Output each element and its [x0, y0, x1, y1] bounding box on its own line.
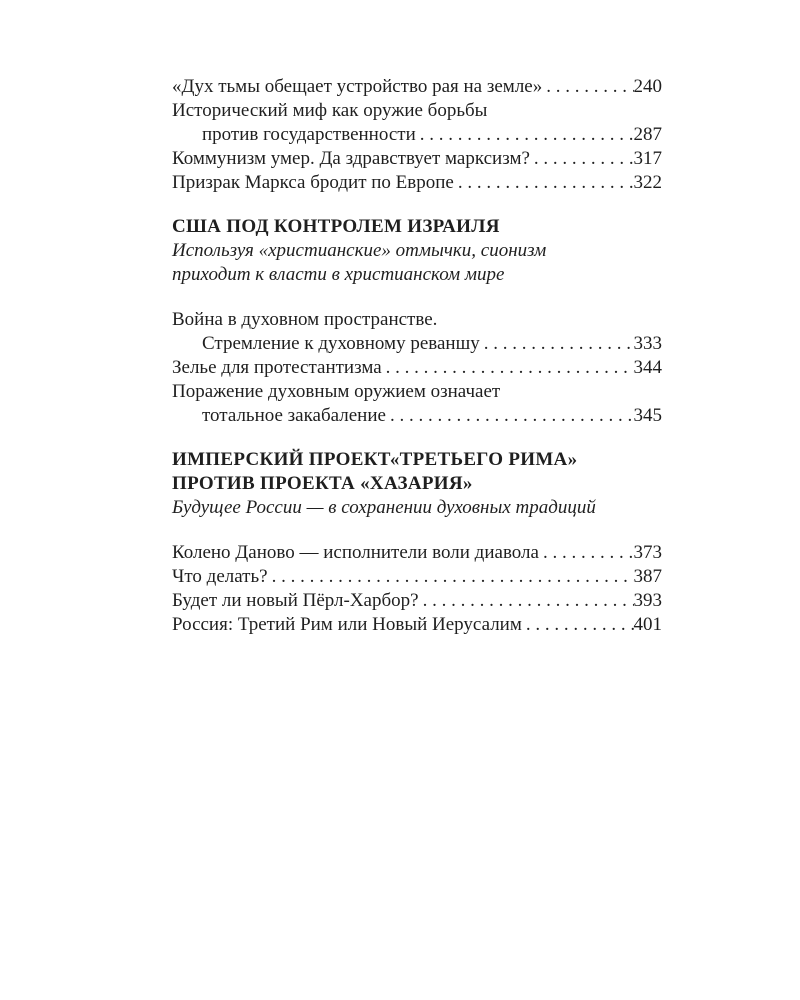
toc-entry[interactable]	[172, 171, 662, 195]
dot-leader	[386, 404, 634, 428]
toc-entry-title-continued: Стремление к духовному реваншу	[202, 333, 480, 354]
section-subtitle: приходит к власти в христианском мире	[172, 264, 505, 285]
toc-entry-title: Россия: Третий Рим или Новый Иерусалим	[172, 614, 522, 635]
toc-page-number: 393	[633, 590, 662, 611]
toc-page-number: 322	[633, 172, 662, 193]
toc-entry-title: Коммунизм умер. Да здравствует марксизм?	[172, 148, 530, 169]
toc-section	[172, 215, 662, 428]
toc-entry[interactable]	[172, 75, 662, 99]
table-of-contents	[172, 75, 662, 637]
toc-page-number: 373	[633, 542, 662, 563]
toc-entry-title: Поражение духовным оружием означает	[172, 381, 501, 402]
toc-page-number: 345	[633, 405, 662, 426]
toc-entry-title: Колено Даново — исполнители воли диавола	[172, 542, 539, 563]
section-heading[interactable]: США ПОД КОНТРОЛЕМ ИЗРАИЛЯ	[172, 216, 500, 237]
dot-leader	[542, 75, 633, 99]
toc-entry[interactable]	[172, 613, 662, 637]
dot-leader	[539, 541, 634, 565]
toc-entry[interactable]	[172, 541, 662, 565]
dot-leader	[416, 123, 634, 147]
toc-entry-title-continued: тотальное закабаление	[202, 405, 386, 426]
toc-entry-title-continued: против государственности	[202, 124, 416, 145]
toc-page-number: 287	[633, 124, 662, 145]
toc-entry-title: Зелье для протестантизма	[172, 357, 382, 378]
toc-entry-group	[172, 75, 662, 195]
toc-page-number: 333	[633, 333, 662, 354]
toc-entry[interactable]	[172, 565, 662, 589]
toc-page-number: 344	[633, 357, 662, 378]
dot-leader	[419, 589, 634, 613]
toc-entry-group	[172, 541, 662, 637]
toc-entry[interactable]	[172, 356, 662, 380]
toc-page-number: 240	[633, 76, 662, 97]
section-heading[interactable]: ИМПЕРСКИЙ ПРОЕКТ«ТРЕТЬЕГО РИМА»	[172, 449, 578, 470]
toc-entry-title: Что делать?	[172, 566, 268, 587]
toc-entry[interactable]	[172, 147, 662, 171]
toc-entry-group	[172, 308, 662, 428]
toc-entry-title: Исторический миф как оружие борьбы	[172, 100, 488, 121]
toc-page-number: 401	[633, 614, 662, 635]
section-subtitle: Будущее России — в сохранении духовных традиций	[172, 497, 596, 518]
toc-entry-title: Призрак Маркса бродит по Европе	[172, 172, 454, 193]
toc-entry-title: Война в духовном пространстве.	[172, 309, 438, 330]
section-subtitle: Используя «христианские» отмычки, сионизм	[172, 240, 547, 261]
dot-leader	[382, 356, 634, 380]
toc-entry-title: Будет ли новый Пёрл-Харбор?	[172, 590, 419, 611]
toc-entry[interactable]	[172, 589, 662, 613]
toc-page-number: 387	[633, 566, 662, 587]
dot-leader	[530, 147, 634, 171]
toc-entry[interactable]	[172, 380, 662, 428]
dot-leader	[454, 171, 634, 195]
toc-section	[172, 448, 662, 637]
toc-page-number: 317	[633, 148, 662, 169]
dot-leader	[522, 613, 634, 637]
toc-entry[interactable]	[172, 99, 662, 147]
toc-entry[interactable]	[172, 308, 662, 356]
dot-leader	[480, 332, 634, 356]
dot-leader	[268, 565, 634, 589]
toc-entry-title: «Дух тьмы обещает устройство рая на земле»	[172, 76, 543, 97]
section-heading-continued[interactable]: ПРОТИВ ПРОЕКТА «ХАЗАРИЯ»	[172, 473, 473, 494]
